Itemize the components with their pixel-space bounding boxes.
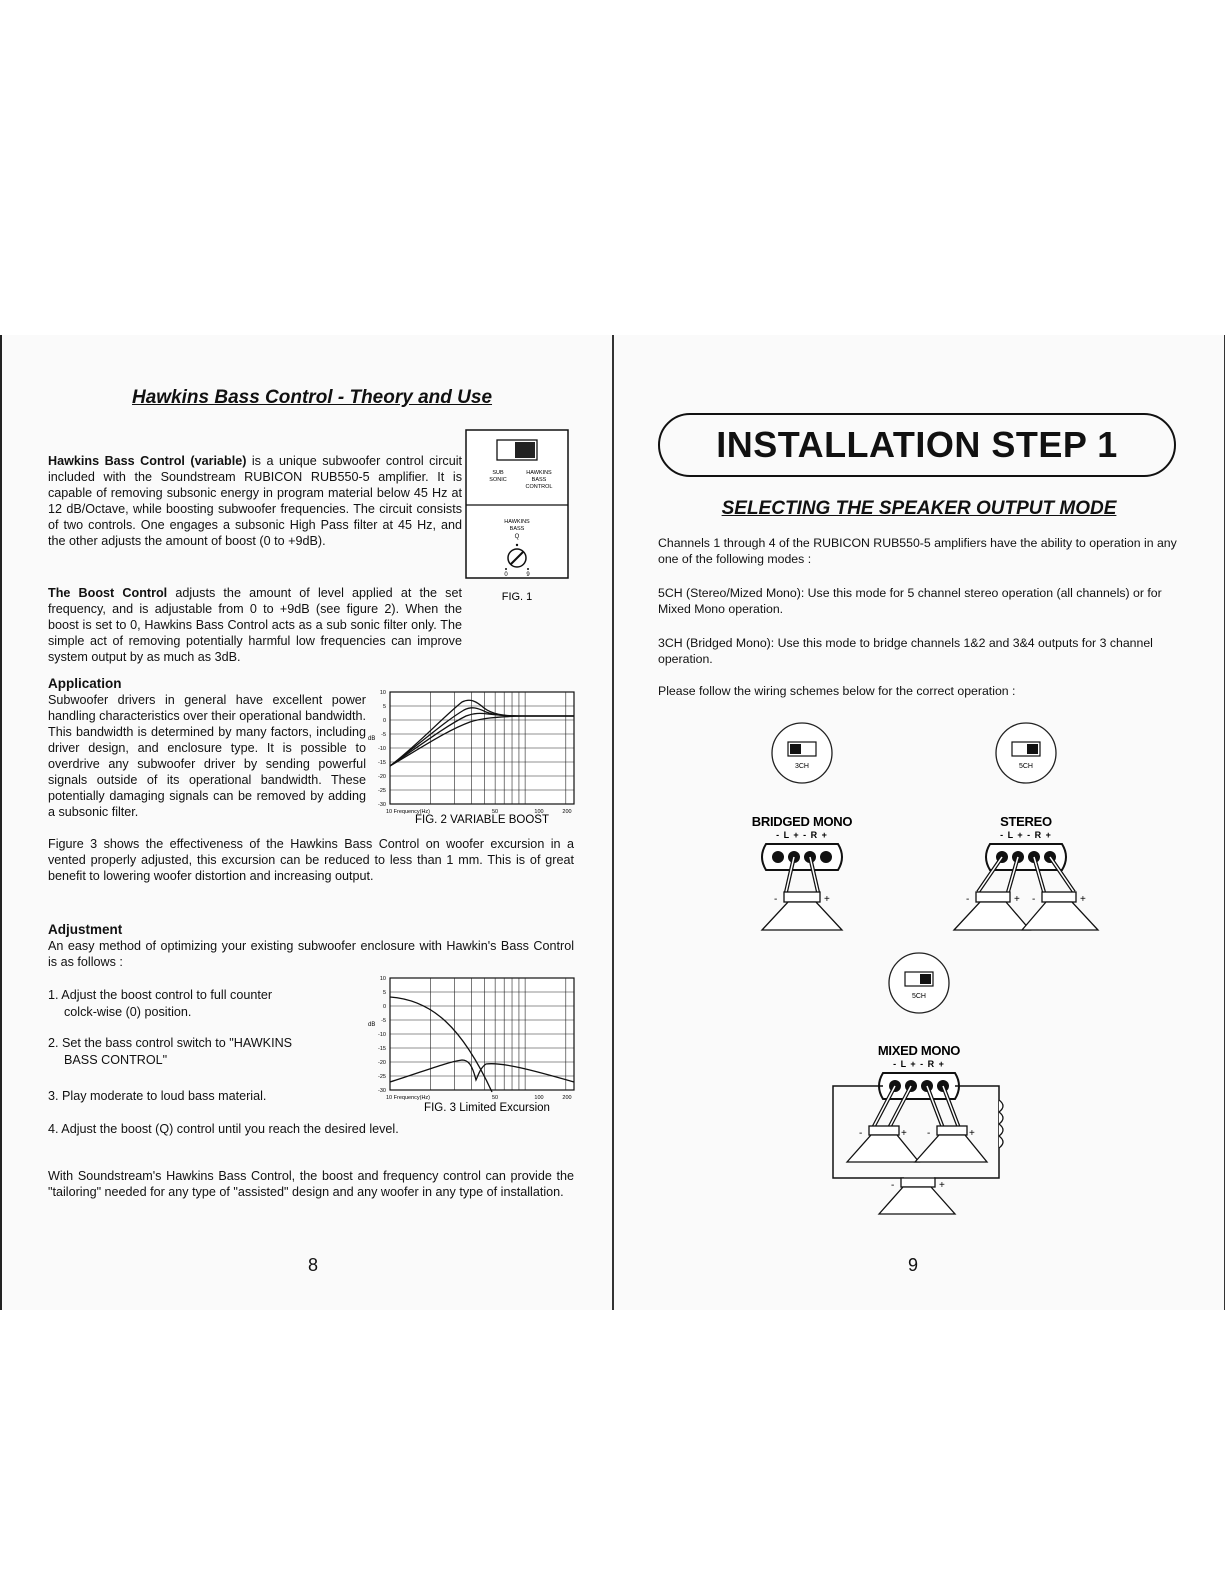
minus-label: - bbox=[859, 1128, 863, 1139]
y-tick-label: -15 bbox=[378, 760, 386, 766]
fig2-y-label: dB bbox=[368, 736, 376, 742]
mixed-mono-label: MIXED MONO bbox=[877, 1043, 961, 1058]
left-speaker-icon bbox=[869, 1126, 899, 1135]
svg-text:BASS: BASS bbox=[509, 526, 525, 532]
knob-label: HAWKINS bbox=[504, 519, 530, 525]
plus-label: + bbox=[901, 1128, 907, 1139]
y-tick-label: -20 bbox=[378, 774, 386, 780]
polarity-label: - L + - R + bbox=[1000, 830, 1052, 840]
page-number-right: 9 bbox=[908, 1255, 919, 1275]
y-tick-label: 5 bbox=[382, 990, 386, 996]
left-speaker-icon bbox=[976, 892, 1010, 902]
y-tick-label: -25 bbox=[378, 788, 386, 794]
fig2-x-tick: 50 bbox=[491, 809, 499, 815]
bridged-mono-diagram bbox=[732, 720, 872, 935]
knob-max: 9 bbox=[526, 572, 530, 578]
fig2-caption: FIG. 2 VARIABLE BOOST bbox=[415, 814, 549, 826]
y-tick-label: 10 bbox=[379, 976, 386, 982]
step-3: 3. Play moderate to loud bass material. bbox=[48, 1089, 267, 1103]
modes-intro: Channels 1 through 4 of the RUBICON RUB550-5 amplifiers have the ability to operation in any one of the following modes : bbox=[658, 536, 1177, 566]
fig3-x-tick: 50 bbox=[491, 1095, 499, 1101]
boost-text: adjusts the amount of level applied at the set frequency, and is adjustable from 0 to +9dB (see figure 2). When the boost is set to 0, Hawkins Bass Control acts as a sub sonic filter only. The simple act of removing potentially harmful low frequencies can improve system output by as much as 3dB. bbox=[48, 586, 462, 664]
svg-text:SONIC: SONIC bbox=[489, 477, 507, 483]
mixed-mono-diagram bbox=[819, 950, 1019, 1220]
section-subtitle: SELECTING THE SPEAKER OUTPUT MODE bbox=[721, 498, 1117, 519]
fig3-x-label: 10 Frequency(Hz) bbox=[386, 1095, 431, 1101]
left-page bbox=[0, 335, 614, 1310]
fig3-limited-excursion-graph bbox=[362, 972, 584, 1120]
y-tick-label: -15 bbox=[378, 1046, 386, 1052]
adjustment-intro: An easy method of optimizing your existing subwoofer enclosure with Hawkin's Bass Control is as follows : bbox=[48, 939, 574, 969]
fig1-caption: FIG. 1 bbox=[501, 591, 533, 603]
figure3-paragraph: Figure 3 shows the effectiveness of the Hawkins Bass Control on woofer excursion in a vented properly adjusted, this excursion can be reduced to less than 1 mm. This is of great benefit to lowering woofer distortion and increasing output. bbox=[48, 837, 574, 883]
switch-label: 3CH bbox=[794, 763, 810, 770]
y-tick-label: 0 bbox=[382, 718, 386, 724]
switch-label: 5CH bbox=[1018, 763, 1034, 770]
switch-right-label: HAWKINS bbox=[526, 470, 552, 476]
svg-text:Q: Q bbox=[514, 534, 520, 540]
step-1-cont: colck-wise (0) position. bbox=[64, 1005, 192, 1019]
fig3-y-label: dB bbox=[368, 1022, 376, 1028]
minus-label: - bbox=[1032, 894, 1036, 905]
fig3-caption: FIG. 3 Limited Excursion bbox=[424, 1102, 550, 1114]
right-page bbox=[612, 335, 1225, 1310]
manual-spread bbox=[0, 335, 1225, 1310]
svg-text:CONTROL: CONTROL bbox=[525, 484, 553, 490]
fig2-y-ticks bbox=[378, 690, 386, 808]
intro-paragraph bbox=[48, 453, 462, 549]
page-number-left: 8 bbox=[308, 1255, 319, 1275]
y-tick-label: 0 bbox=[382, 1004, 386, 1010]
plus-label: + bbox=[969, 1128, 975, 1139]
step-4: 4. Adjust the boost (Q) control until you reach the desired level. bbox=[48, 1122, 399, 1136]
step-2-cont: BASS CONTROL" bbox=[64, 1053, 168, 1067]
installation-step-banner bbox=[658, 413, 1176, 477]
right-speaker-icon bbox=[937, 1126, 967, 1135]
y-tick-label: -30 bbox=[378, 1088, 386, 1094]
polarity-label: - L + - R + bbox=[893, 1059, 945, 1069]
step-2: 2. Set the bass control switch to "HAWKINS bbox=[48, 1036, 293, 1050]
adjustment-heading: Adjustment bbox=[48, 922, 123, 937]
y-tick-label: 10 bbox=[379, 690, 386, 696]
plus-label: + bbox=[1014, 894, 1020, 905]
fig2-variable-boost-graph bbox=[362, 686, 584, 834]
minus-label: - bbox=[927, 1128, 931, 1139]
step-1: 1. Adjust the boost control to full counter bbox=[48, 988, 273, 1002]
svg-text:BASS: BASS bbox=[531, 477, 547, 483]
wiring-instruction: Please follow the wiring schemes below for the correct operation : bbox=[658, 684, 1016, 698]
y-tick-label: -5 bbox=[381, 1018, 386, 1024]
minus-label: - bbox=[966, 894, 970, 905]
fig3-y-ticks bbox=[378, 976, 386, 1094]
fig2-x-label: 10 Frequency(Hz) bbox=[386, 809, 431, 815]
plus-label: + bbox=[939, 1180, 945, 1191]
center-speaker-icon bbox=[901, 1178, 935, 1187]
knob-min: 0 bbox=[504, 572, 508, 578]
minus-label: - bbox=[774, 894, 778, 905]
plus-label: + bbox=[1080, 894, 1086, 905]
plus-label: + bbox=[824, 894, 830, 905]
switch-label: 5CH bbox=[911, 993, 927, 1000]
boost-bold: The Boost Control bbox=[48, 586, 168, 600]
mode-3ch: 3CH (Bridged Mono): Use this mode to bridge channels 1&2 and 3&4 outputs for 3 channel operation. bbox=[658, 636, 1153, 666]
fig1-control-panel bbox=[464, 428, 574, 608]
fig2-grid bbox=[390, 692, 574, 804]
stereo-diagram bbox=[944, 720, 1109, 935]
intro-text: is a unique subwoofer control circuit included with the Soundstream RUBICON RUB550-5 amplifier. It is capable of removing subsonic energy in program material below 45 Hz at 12 dB/Octave, while boosting subwoofer frequencies. The circuit consists of two controls. One engages a subsonic High Pass filter at 45 Hz, and the other adjusts the amount of boost (0 to +9dB). bbox=[48, 454, 462, 548]
boost-paragraph bbox=[48, 585, 462, 665]
speaker-icon bbox=[784, 892, 820, 902]
fig3-x-tick: 200 bbox=[562, 1095, 572, 1101]
right-speaker-icon bbox=[1042, 892, 1076, 902]
fig2-x-tick: 200 bbox=[562, 809, 572, 815]
minus-label: - bbox=[891, 1180, 895, 1191]
polarity-label: - L + - R + bbox=[776, 830, 828, 840]
page-title: Hawkins Bass Control - Theory and Use bbox=[131, 387, 493, 408]
banner-text: INSTALLATION STEP 1 bbox=[716, 424, 1118, 465]
y-tick-label: -30 bbox=[378, 802, 386, 808]
y-tick-label: 5 bbox=[382, 704, 386, 710]
y-tick-label: -10 bbox=[378, 746, 386, 752]
inductor-icon bbox=[999, 1100, 1003, 1148]
bridged-mono-label: BRIDGED MONO bbox=[751, 814, 853, 829]
fig2-x-tick: 100 bbox=[534, 809, 544, 815]
intro-bold: Hawkins Bass Control (variable) bbox=[48, 454, 247, 468]
fig3-x-tick: 100 bbox=[534, 1095, 544, 1101]
y-tick-label: -5 bbox=[381, 732, 386, 738]
switch-left-label: SUB bbox=[492, 470, 504, 476]
y-tick-label: -25 bbox=[378, 1074, 386, 1080]
mode-5ch: 5CH (Stereo/Mized Mono): Use this mode for 5 channel stereo operation (all channels) or for Mixed Mono operation. bbox=[658, 586, 1162, 616]
stereo-label: STEREO bbox=[1000, 814, 1052, 829]
application-heading: Application bbox=[48, 676, 122, 691]
application-text: Subwoofer drivers in general have excellent power handling characteristics over their operational bandwidth. This bandwidth is determined by many factors, including driver design, and enclosure type. It is possible to overdrive any subwoofer driver by sending powerful signals outside of its operational bandwidth. These potentially damaging signals can be removed by adding a subsonic filter. bbox=[48, 693, 366, 819]
y-tick-label: -20 bbox=[378, 1060, 386, 1066]
y-tick-label: -10 bbox=[378, 1032, 386, 1038]
closing-paragraph: With Soundstream's Hawkins Bass Control, the boost and frequency control can provide the "tailoring" needed for any type of "assisted" design and any woofer in any type of installation. bbox=[48, 1169, 574, 1199]
